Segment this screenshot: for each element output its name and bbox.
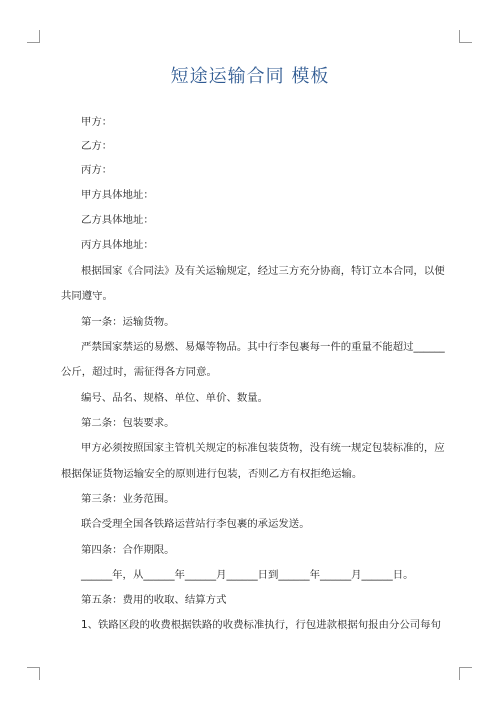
page-corner-mark-top-right (459, 30, 472, 43)
article-3-heading: 第三条：业务范围。 (81, 493, 175, 505)
party-a-address-label: 甲方具体地址： (81, 189, 154, 201)
page-corner-mark-bottom-right (459, 667, 472, 680)
party-c-label: 丙方： (81, 164, 113, 176)
article-1-body-line-2: 公斤，超过时，需征得各方同意。 (61, 366, 217, 378)
party-b-address-label: 乙方具体地址： (81, 214, 154, 226)
article-1-heading: 第一条：运输货物。 (81, 316, 175, 328)
article-2-heading: 第二条：包装要求。 (81, 417, 175, 429)
party-b-label: 乙方： (81, 140, 113, 152)
party-a-label: 甲方： (81, 116, 113, 128)
preamble-line-1: 根据国家《合同法》及有关运输规定，经过三方充分协商，特订立本合同，以便 (81, 265, 445, 277)
article-2-body-line-2: 根据保证货物运输安全的原则进行包装，否则乙方有权拒绝运输。 (61, 468, 363, 480)
article-2-body-line-1: 甲方必须按照国家主管机关规定的标准包装货物，没有统一规定包装标准的，应 (81, 442, 445, 454)
article-1-body-line-3: 编号、品名、规格、单位、单价、数量。 (81, 392, 269, 404)
article-5-body-line-1: 1、铁路区段的收费根据铁路的收费标准执行，行包进款根据旬报由分公司每旬 (81, 619, 441, 631)
article-1-body-line-1: 严禁国家禁运的易燃、易爆等物品。其中行李包裹每一件的重量不能超过______ (81, 341, 445, 353)
party-c-address-label: 丙方具体地址： (81, 239, 154, 251)
article-4-heading: 第四条：合作期限。 (81, 544, 175, 556)
page-corner-mark-bottom-left (27, 667, 40, 680)
preamble-line-2: 共同遵守。 (61, 290, 113, 302)
article-4-body: ______年，从______年______月______日到______年______月______日。 (81, 569, 414, 581)
page-corner-mark-top-left (27, 30, 40, 43)
document-title: 短途运输合同 模板 (170, 66, 330, 87)
article-5-heading: 第五条：费用的收取、结算方式 (81, 594, 227, 606)
article-3-body: 联合受理全国各铁路运营站行李包裹的承运发送。 (81, 518, 310, 530)
